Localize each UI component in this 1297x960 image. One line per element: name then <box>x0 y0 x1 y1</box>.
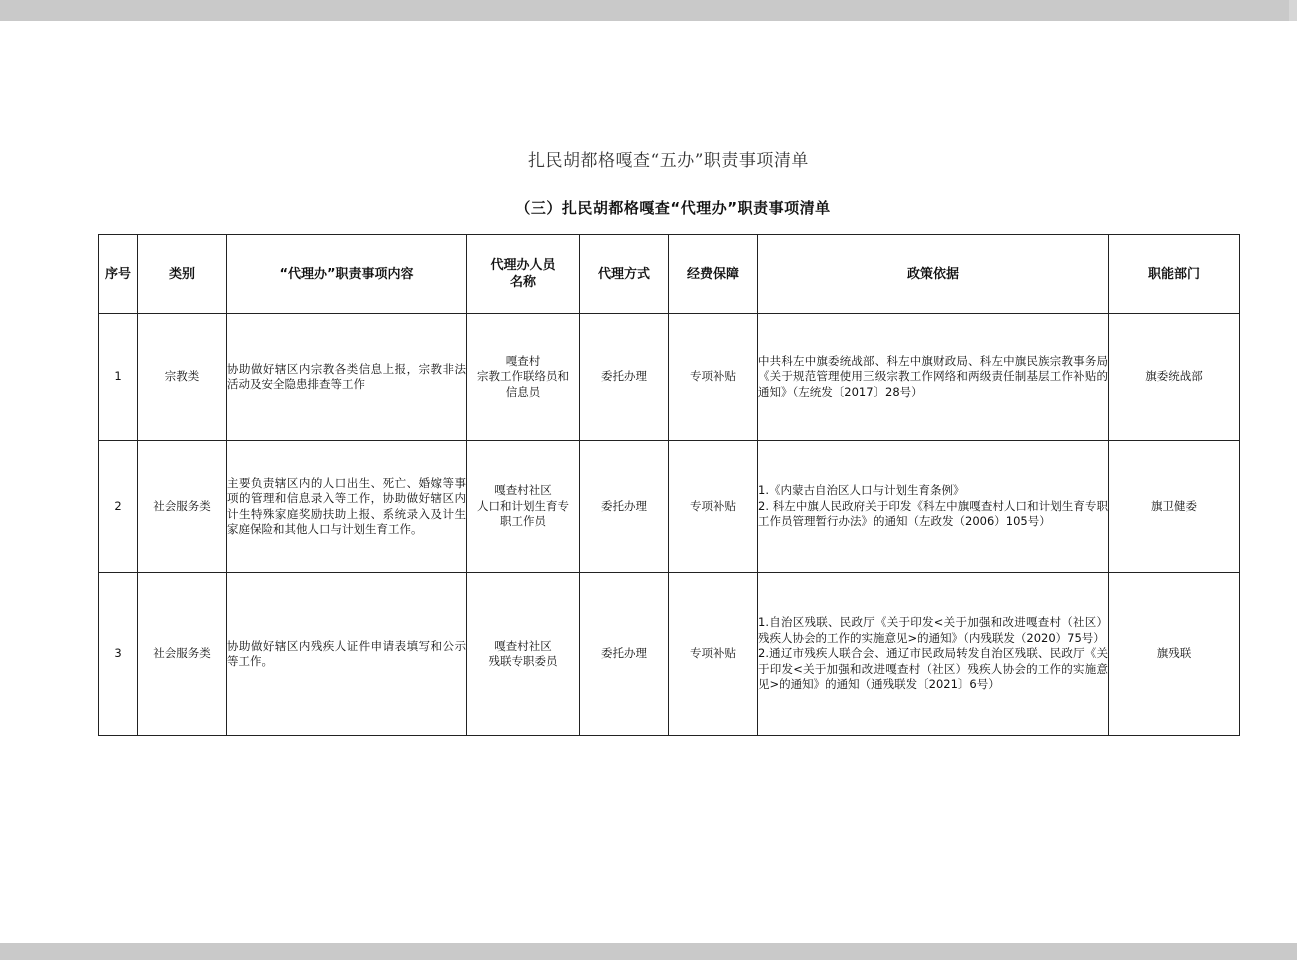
cell-department: 旗残联 <box>1109 573 1240 736</box>
header-funding: 经费保障 <box>669 235 758 314</box>
cell-personnel <box>467 573 580 736</box>
table-row <box>99 314 1240 441</box>
cell-funding: 专项补贴 <box>669 314 758 441</box>
cell-personnel <box>467 314 580 441</box>
cell-index: 2 <box>99 441 138 573</box>
personnel-line: 信息员 <box>505 384 541 399</box>
policy-item: 1.《内蒙古自治区人口与计划生育条例》 <box>758 483 965 498</box>
table-row <box>99 573 1240 736</box>
document-title: 扎民胡都格嘎查“五办”职责事项清单 <box>528 151 809 171</box>
cell-category: 宗教类 <box>138 314 227 441</box>
personnel-line: 嘎查村社区 <box>494 638 552 653</box>
personnel-line: 职工作员 <box>500 514 546 529</box>
header-method: 代理方式 <box>580 235 669 314</box>
cell-policy <box>758 314 1109 441</box>
cell-index: 1 <box>99 314 138 441</box>
header-personnel-line2: 名称 <box>509 275 536 290</box>
header-content: “代理办”职责事项内容 <box>227 235 467 314</box>
policy-item: 2. 科左中旗人民政府关于印发《科左中旗嘎查村人口和计划生育专职工作员管理暂行办法》的通知（左政发（2006）105号） <box>758 498 1108 529</box>
cell-method: 委托办理 <box>580 314 669 441</box>
cell-personnel <box>467 441 580 573</box>
header-index: 序号 <box>99 235 138 314</box>
policy-item: 中共科左中旗委统战部、科左中旗财政局、科左中旗民族宗教事务局《关于规范管理使用三级宗教工作网络和两级责任制基层工作补贴的通知》（左统发〔2017〕28号） <box>758 353 1108 399</box>
header-policy: 政策依据 <box>758 235 1109 314</box>
document-subtitle: （三）扎民胡都格嘎查“代理办”职责事项清单 <box>515 199 831 217</box>
cell-content: 主要负责辖区内的人口出生、死亡、婚嫁等事项的管理和信息录入等工作，协助做好辖区内计生特殊家庭奖励扶助上报、系统录入及计生家庭保险和其他人口与计划生育工作。 <box>227 441 467 573</box>
cell-content: 协助做好辖区内残疾人证件申请表填写和公示等工作。 <box>227 573 467 736</box>
header-personnel-line1: 代理办人员 <box>490 258 556 273</box>
cell-category: 社会服务类 <box>138 441 227 573</box>
header-category: 类别 <box>138 235 227 314</box>
personnel-line: 嘎查村 <box>505 353 541 368</box>
cell-funding: 专项补贴 <box>669 441 758 573</box>
cell-department: 旗委统战部 <box>1109 314 1240 441</box>
policy-item: 1.自治区残联、民政厅《关于印发<关于加强和改进嘎查村（社区）残疾人协会的工作的实施意见>的通知》（内残联发（2020）75号） <box>758 615 1108 645</box>
viewer-top-bar-corner <box>1289 0 1297 21</box>
cell-funding: 专项补贴 <box>669 573 758 736</box>
cell-policy <box>758 441 1109 573</box>
cell-index: 3 <box>99 573 138 736</box>
personnel-line: 残联专职委员 <box>488 654 558 668</box>
table-header-row <box>99 235 1240 314</box>
cell-department: 旗卫健委 <box>1109 441 1240 573</box>
viewer-bottom-bar <box>0 943 1297 960</box>
header-department: 职能部门 <box>1109 235 1240 314</box>
cell-policy <box>758 573 1109 736</box>
duties-table <box>98 234 1240 736</box>
cell-method: 委托办理 <box>580 441 669 573</box>
viewer-top-bar <box>0 0 1297 21</box>
cell-content: 协助做好辖区内宗教各类信息上报，宗教非法活动及安全隐患排查等工作 <box>227 314 467 441</box>
personnel-line: 人口和计划生育专 <box>477 498 569 513</box>
personnel-line: 宗教工作联络员和 <box>477 369 569 384</box>
header-personnel <box>467 235 580 314</box>
table-row <box>99 441 1240 573</box>
cell-category: 社会服务类 <box>138 573 227 736</box>
cell-method: 委托办理 <box>580 573 669 736</box>
personnel-line: 嘎查村社区 <box>494 483 552 498</box>
policy-item: 2.通辽市残疾人联合会、通辽市民政局转发自治区残联、民政厅《关于印发<关于加强和改进嘎查村（社区）残疾人协会的工作的实施意见>的通知》的通知（通残联发〔2021〕6号） <box>758 646 1108 692</box>
